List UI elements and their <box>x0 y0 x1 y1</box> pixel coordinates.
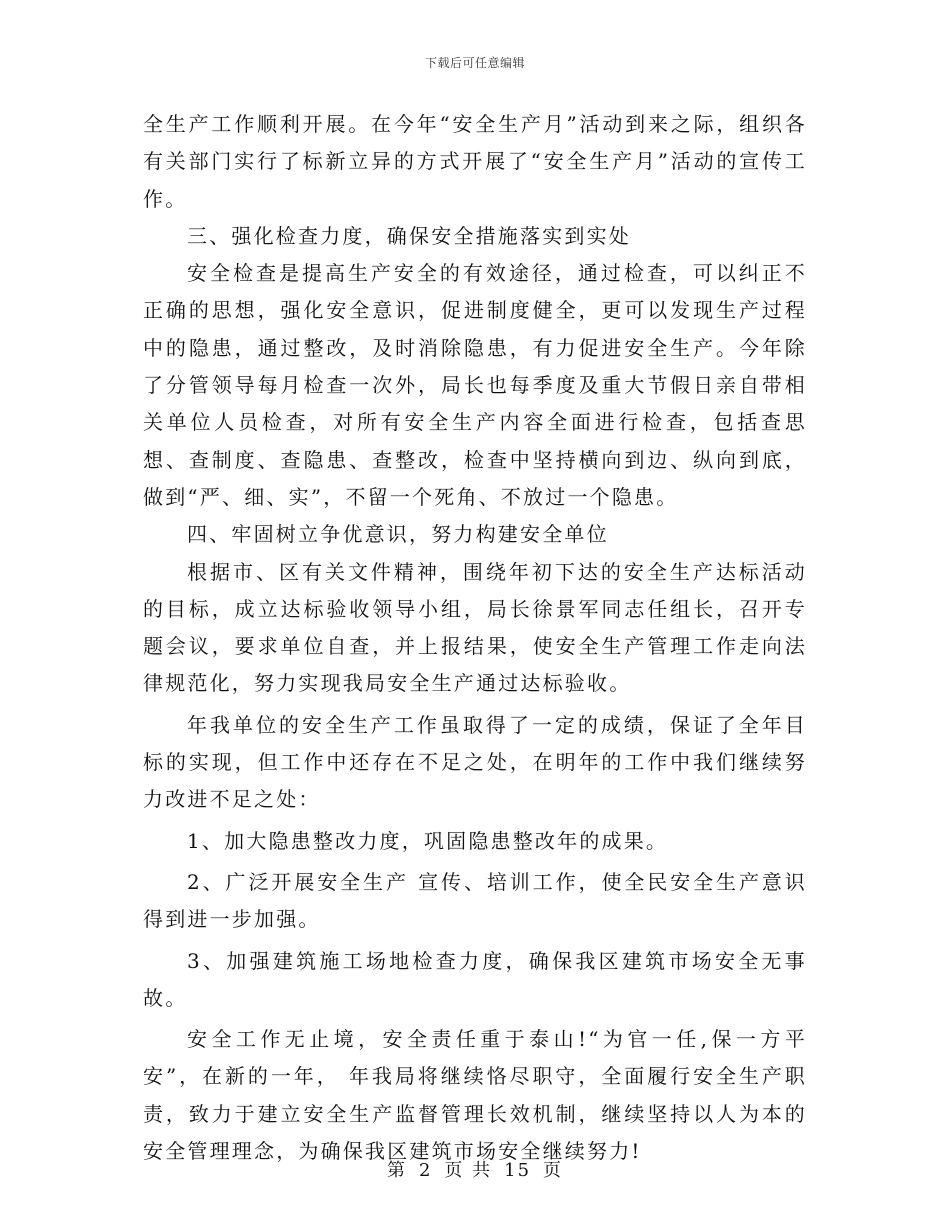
footer-total-pages: 15 <box>504 1160 532 1181</box>
footer-middle: 页 共 <box>444 1160 493 1181</box>
paragraph: 根据市、区有关文件精神，围绕年初下达的安全生产达标活动的目标，成立达标验收领导小组，局长徐景军同志任组长，召开专题会议，要求单位自查，并上报结果，使安全生产管理工作走向法律规范化，努力实现我局安全生产通过达标验收。 <box>143 559 807 696</box>
page-footer <box>0 1156 950 1182</box>
list-item: 1、加大隐患整改力度，巩固隐患整改年的成果。 <box>187 828 669 853</box>
paragraph: 安全工作无止境，安全责任重于泰山!“为官一任,保一方平安”，在新的一年， 年我局将继续恪尽职守，全面履行安全生产职责，致力于建立安全生产监督管理长效机制，继续坚持以人为本的安全管理理念，为确保我区建筑市场安全继续努力! <box>143 1027 807 1164</box>
footer-page-number: 2 <box>418 1160 433 1181</box>
footer-suffix: 页 <box>543 1160 564 1181</box>
paragraph: 全生产工作顺利开展。在今年“安全生产月”活动到来之际，组织各有关部门实行了标新立异的方式开展了“安全生产月”活动的宣传工作。 <box>143 112 807 211</box>
list-item: 2、广泛开展安全生产 宣传、培训工作，使全民安全生产意识得到进一步加强。 <box>143 869 807 932</box>
section-heading: 三、强化检查力度，确保安全措施落实到实处 <box>187 223 631 248</box>
list-item: 3、加强建筑施工场地检查力度，确保我区建筑市场安全无事故。 <box>143 948 807 1010</box>
section-heading: 四、牢固树立争优意识，努力构建安全单位 <box>187 522 609 547</box>
paragraph: 年我单位的安全生产工作虽取得了一定的成绩，保证了全年目标的实现，但工作中还存在不足之处，在明年的工作中我们继续努力改进不足之处： <box>143 712 807 812</box>
document-body <box>143 106 807 1170</box>
page-header: 下载后可任意编辑 <box>424 56 525 70</box>
paragraph: 安全检查是提高生产安全的有效途径，通过检查，可以纠正不正确的思想，强化安全意识，促进制度健全，更可以发现生产过程中的隐患，通过整改，及时消除隐患，有力促进安全生产。今年除了分管领导每月检查一次外，局长也每季度及重大节假日亲自带相关单位人员检查，对所有安全生产内容全面进行检查，包括查思想、查制度、查隐患、查整改，检查中坚持横向到边、纵向到底，做到“严、细、实”，不留一个死角、不放过一个隐患。 <box>143 261 807 509</box>
footer-prefix: 第 <box>386 1160 407 1181</box>
